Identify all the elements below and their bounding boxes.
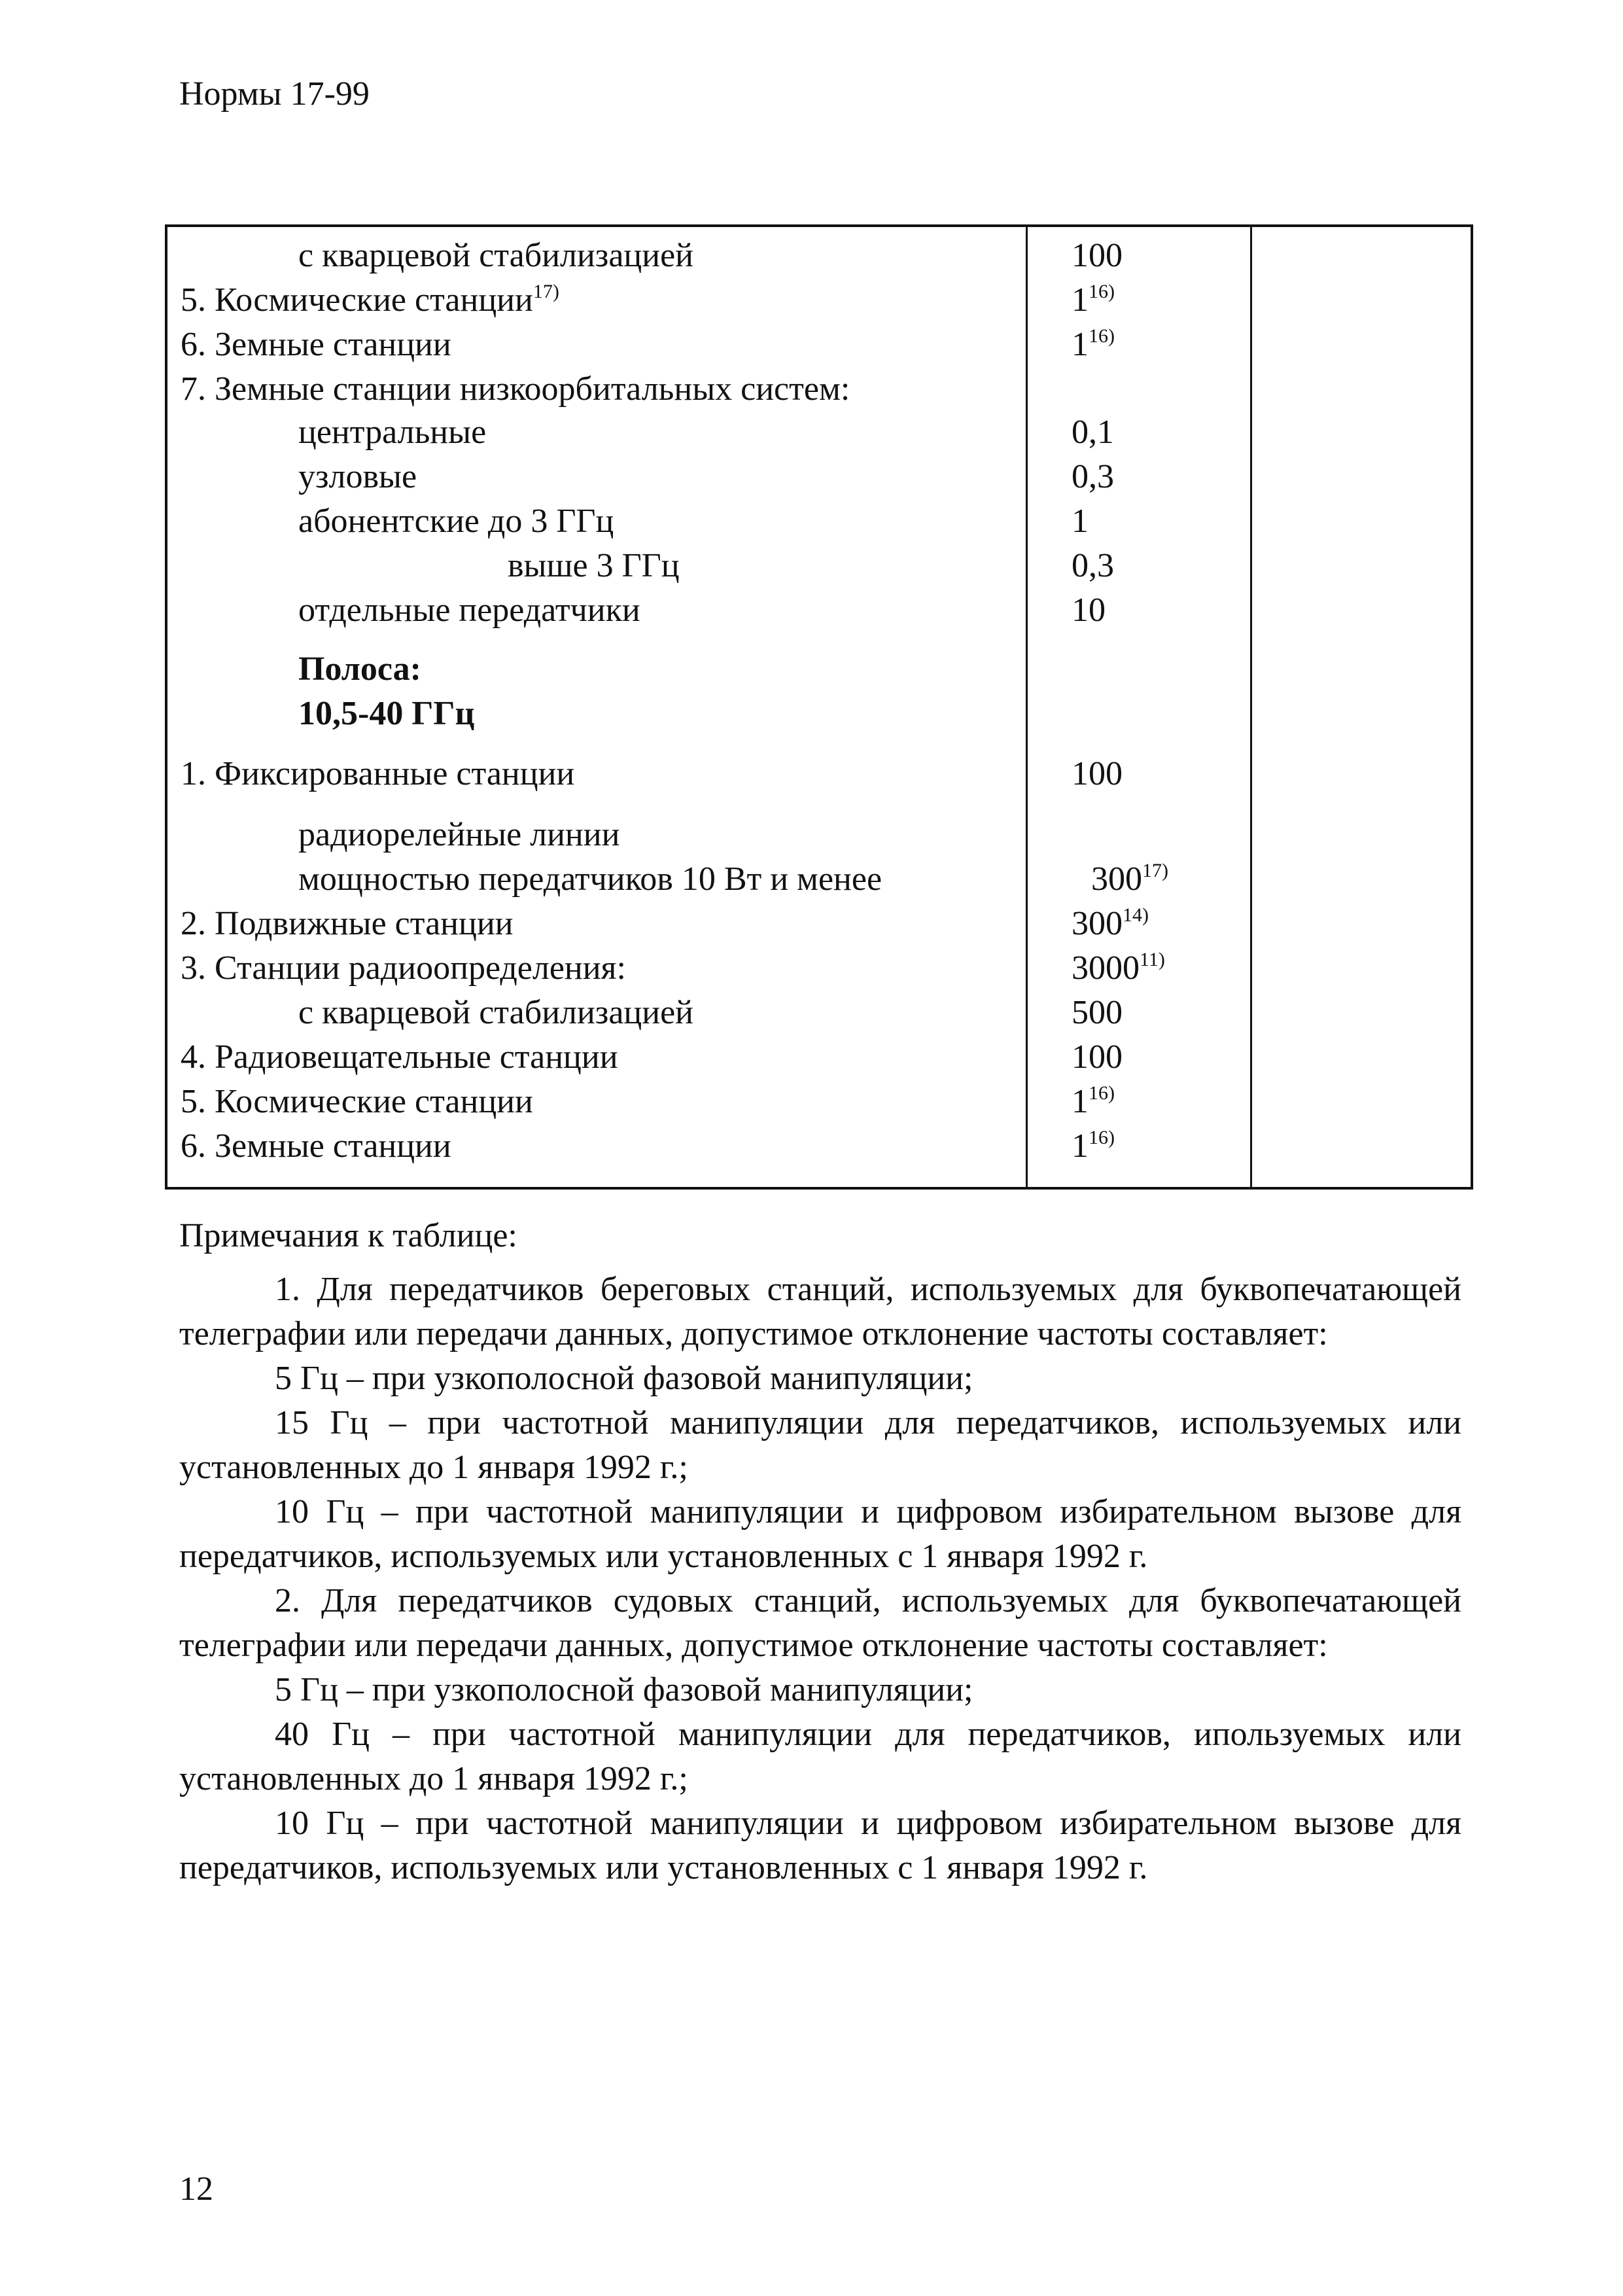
table-row: [167, 323, 1471, 367]
row-value: 3000$^{11)}$: [1072, 949, 1165, 987]
row-label: Полоса:: [298, 650, 421, 688]
footnote-ref: 16): [1089, 1082, 1115, 1104]
row-label: 6. Земные станции: [181, 1127, 451, 1165]
row-value: 500: [1072, 994, 1123, 1031]
note-paragraph: 40 Гц – при частотной манипуляции для передатчиков, ипользуемых или установленных до 1 января 1992 г.;: [179, 1716, 1461, 1797]
row-label: с кварцевой стабилизацией: [298, 994, 693, 1031]
row-label: 7. Земные станции низкоорбитальных систем:: [181, 370, 850, 408]
footnote-ref: 11): [1140, 949, 1165, 970]
table-row: [167, 499, 1471, 544]
note-paragraph: 5 Гц – при узкополосной фазовой манипуляции;: [275, 1671, 973, 1708]
row-label: абонентские до 3 ГГц: [298, 503, 614, 540]
row-value: 1$^{16)}$: [1072, 1082, 1115, 1120]
row-value: 1$^{16)}$: [1072, 325, 1115, 363]
row-value: 1: [1072, 503, 1089, 540]
note-paragraph: 15 Гц – при частотной манипуляции для передатчиков, используемых или установленных до 1 января 1992 г.;: [179, 1404, 1461, 1486]
footnote-ref: 16): [1089, 1127, 1115, 1148]
row-value: 100: [1072, 237, 1123, 274]
table-row: [167, 234, 1471, 278]
row-value: 300$^{17)}$: [1091, 860, 1168, 898]
table-row: [167, 1080, 1471, 1124]
table-row: [167, 813, 1471, 857]
table-row: [167, 455, 1471, 499]
table-row: [167, 278, 1471, 323]
row-label: узловые: [298, 458, 417, 495]
notes-title: Примечания к таблице:: [179, 1217, 517, 1254]
row-value: 0,1: [1072, 414, 1114, 451]
table-row: [167, 692, 1471, 736]
table-row: [167, 752, 1471, 796]
note-paragraph: 10 Гц – при частотной манипуляции и цифровом избирательном вызове для передатчиков, используемых или установленных с 1 января 1992 г.: [179, 1805, 1461, 1886]
row-label: 4. Радиовещательные станции: [181, 1038, 618, 1076]
table-row: [167, 857, 1471, 902]
table-row: [167, 946, 1471, 991]
row-label: 5. Космические станции: [181, 1083, 533, 1120]
row-value: 100: [1072, 755, 1123, 792]
row-value: 10: [1072, 592, 1106, 629]
row-label: мощностью передатчиков 10 Вт и менее: [298, 860, 882, 898]
frequency-tolerance-table: [165, 224, 1473, 1190]
note-paragraph: 10 Гц – при частотной манипуляции и цифровом избирательном вызове для передатчиков, используемых или установленных с 1 января 1992 г.: [179, 1493, 1461, 1575]
row-label: 3. Станции радиоопределения:: [181, 949, 626, 987]
note-paragraph: 5 Гц – при узкополосной фазовой манипуляции;: [275, 1360, 973, 1397]
page-number: 12: [179, 2170, 213, 2208]
table-row: [167, 902, 1471, 946]
footnote-ref: 16): [1089, 325, 1115, 347]
row-label: 2. Подвижные станции: [181, 905, 514, 942]
footnote-ref: 17): [1142, 860, 1168, 881]
table-row: [167, 588, 1471, 633]
row-value: 1$^{16)}$: [1072, 1127, 1115, 1165]
row-value: 1$^{16)}$: [1072, 281, 1115, 319]
row-value: 300$^{14)}$: [1072, 904, 1149, 942]
row-label: 6. Земные станции: [181, 326, 451, 363]
row-label: 10,5-40 ГГц: [298, 695, 475, 732]
table-row: [167, 991, 1471, 1035]
row-label: радиорелейные линии: [298, 816, 620, 853]
row-label: 1. Фиксированные станции: [181, 755, 575, 792]
table-row: [167, 1124, 1471, 1169]
table-row: [167, 410, 1471, 455]
row-label: выше 3 ГГц: [508, 547, 680, 584]
row-label: с кварцевой стабилизацией: [298, 237, 693, 274]
footnote-ref: 14): [1123, 904, 1149, 926]
row-label: центральные: [298, 414, 487, 451]
running-header: Нормы 17-99: [179, 75, 370, 113]
row-value: 100: [1072, 1038, 1123, 1076]
note-paragraph: 2. Для передатчиков судовых станций, используемых для буквопечатающей телеграфии или передачи данных, допустимое отклонение частоты составляет:: [179, 1582, 1461, 1664]
row-label: 5. Космические станции$^{17)}$: [181, 281, 559, 319]
table-row: [167, 1035, 1471, 1080]
footnote-ref: 17): [532, 281, 559, 302]
footnote-ref: 16): [1089, 281, 1115, 302]
table-row: [167, 544, 1471, 588]
row-value: 0,3: [1072, 458, 1114, 495]
table-row: [167, 367, 1471, 412]
table-row: [167, 647, 1471, 692]
table-notes: [179, 1214, 1461, 1890]
row-value: 0,3: [1072, 547, 1114, 584]
note-paragraph: 1. Для передатчиков береговых станций, используемых для буквопечатающей телеграфии или передачи данных, допустимое отклонение частоты составляет:: [179, 1271, 1461, 1352]
row-label: отдельные передатчики: [298, 592, 640, 629]
